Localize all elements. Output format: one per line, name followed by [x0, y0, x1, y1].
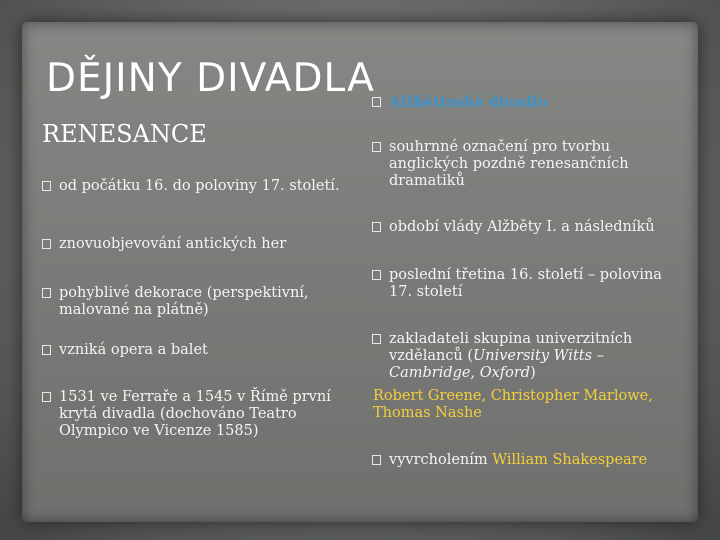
- bullet-icon: [372, 222, 381, 232]
- list-item-text: pohyblivé dekorace (perspektivní, malované na plátně): [59, 285, 309, 318]
- founders-close: ): [530, 365, 536, 381]
- list-item-text: od počátku 16. do poloviny 17. století.: [59, 178, 340, 194]
- bullet-icon: [372, 270, 381, 280]
- bullet-icon: [372, 142, 381, 152]
- bullet-icon: [372, 334, 381, 344]
- bullet-icon: [42, 239, 51, 249]
- list-item: [372, 452, 692, 469]
- list-item: [372, 219, 692, 236]
- bullet-icon: [372, 455, 381, 465]
- bullet-icon: [42, 345, 51, 355]
- founders-universities: University Witts – Cambridge, Oxford: [389, 348, 604, 381]
- list-item-text: [372, 452, 692, 469]
- bullet-icon: [42, 288, 51, 298]
- list-item-text: souhrnné označení pro tvorbu anglických pozdně renesančních dramatiků: [389, 139, 629, 189]
- section-heading: [372, 94, 692, 111]
- list-item-text: poslední třetina 16. století – polovina 17. století: [389, 267, 662, 300]
- list-item: [42, 285, 342, 319]
- list-item-text: znovuobjevování antických her: [59, 236, 287, 252]
- list-item: [372, 267, 672, 301]
- bullet-icon: [42, 181, 51, 191]
- authors-list: Robert Greene, Christopher Marlowe, Thomas Nashe: [373, 388, 653, 421]
- list-item-text: vzniká opera a balet: [59, 342, 208, 358]
- slide-subtitle: RENESANCE: [42, 120, 207, 148]
- list-item-text: 1531 ve Ferraře a 1545 v Římě první krytá divadla (dochováno Teatro Olympico ve Vicenze 1585): [59, 389, 331, 439]
- list-item-text: období vlády Alžběty I. a následníků: [389, 219, 655, 235]
- list-item: [42, 342, 342, 359]
- bullet-icon: [42, 392, 51, 402]
- list-item: [372, 331, 672, 382]
- list-item: [42, 236, 342, 253]
- list-item-text: [372, 331, 672, 382]
- list-item: [372, 139, 672, 190]
- slide-title: DĚJINY DIVADLA: [46, 56, 375, 101]
- climax-text: vyvrcholením: [389, 452, 493, 468]
- bullet-icon: [372, 97, 381, 107]
- founders-text: zakladateli skupina univerzitních vzdělanců (: [389, 331, 633, 364]
- section-heading-text: Alžbětinské divadlo: [389, 94, 548, 111]
- list-item: [42, 389, 342, 440]
- shakespeare-name: William Shakespeare: [492, 452, 648, 468]
- list-item: [42, 178, 342, 195]
